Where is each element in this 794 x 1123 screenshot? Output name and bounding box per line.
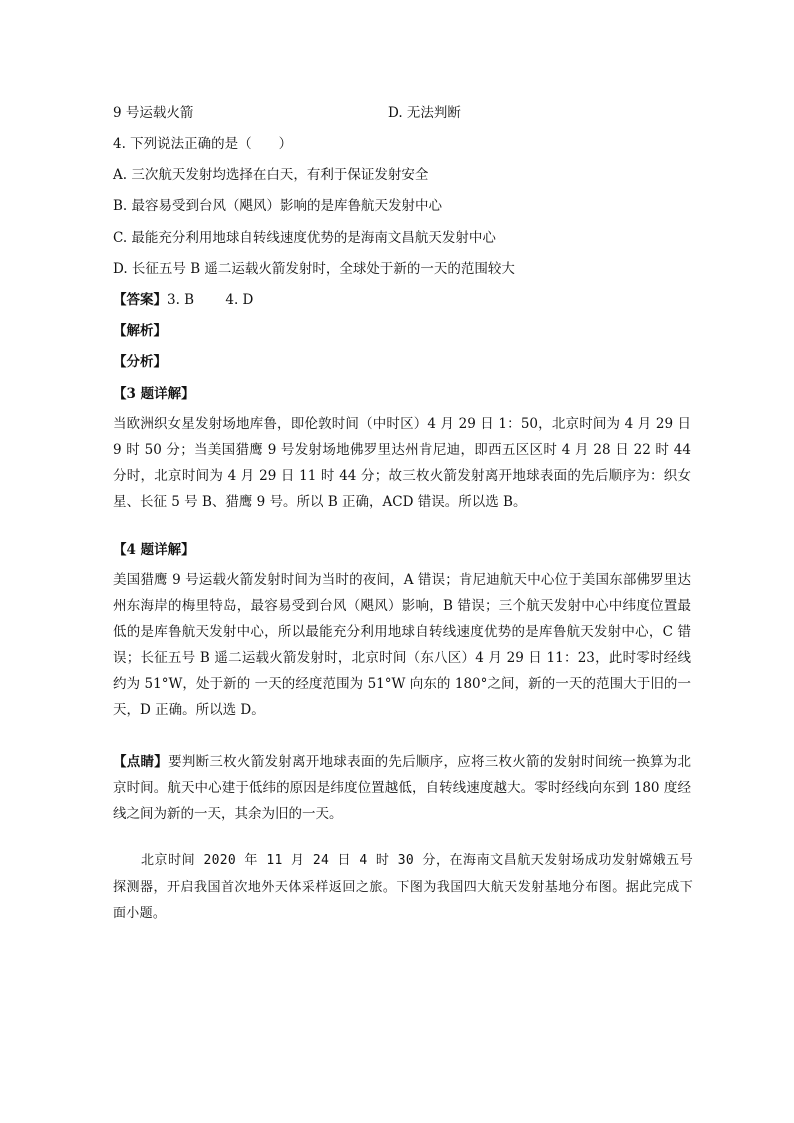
question-4-option-d: D. 长征五号 B 遥二运载火箭发射时，全球处于新的一天的范围较大 xyxy=(113,261,515,277)
q4-detail-text: 美国猎鹰 9 号运载火箭发射时间为当时的夜间，A 错误；肯尼迪航天中心位于美国东部佛罗里达州东海岸的梅里特岛，最容易受到台风（飓风）影响，B 错误；三个航天发射中心中纬度位置最低的是库鲁航天发射中心，所以最能充分利用地球自转线速度优势的是库鲁航天发射中心，C 错误；长征五号 B 遥二运载火箭发射时，北京时间（东八区）4 月 29 日 11：23，此时零时经线约为 51°W，处于新的 一天的经度范围为 51°W 向东的 180°之间，新的一天的范围大于旧的一天，D 正确。所以选 D。 xyxy=(113,572,691,718)
question-4-stem: 4. 下列说法正确的是（ ） xyxy=(113,136,293,152)
option-c-continuation: 9 号运载火箭 xyxy=(113,105,194,121)
question-4-option-c: C. 最能充分利用地球自转线速度优势的是海南文昌航天发射中心 xyxy=(113,230,496,246)
previous-options-line xyxy=(113,103,461,123)
tip-text: 要判断三枚火箭发射离开地球表面的先后顺序，应将三枚火箭的发射时间统一换算为北京时间。航天中心建于低纬的原因是纬度位置越低，自转线速度越大。零时经线向东到 180 度经线之间为新的一天，其余为旧的一天。 xyxy=(113,754,692,822)
answer-line xyxy=(113,290,253,310)
analysis-label: 【解析】 xyxy=(113,323,167,339)
tip-label: 【点睛】 xyxy=(113,754,169,770)
question-4-option-b: B. 最容易受到台风（飓风）影响的是库鲁航天发射中心 xyxy=(113,198,443,214)
q3-detail-label: 【3 题详解】 xyxy=(113,386,195,402)
option-d: D. 无法判断 xyxy=(388,105,461,121)
q4-detail-label: 【4 题详解】 xyxy=(113,542,195,558)
answer-label: 【答案】 xyxy=(113,292,167,308)
tip-paragraph xyxy=(113,749,691,827)
q3-detail-text: 当欧洲织女星发射场地库鲁，即伦敦时间（中时区）4 月 29 日 1：50，北京时间为 4 月 29 日 9 时 50 分；当美国猎鹰 9 号发射场地佛罗里达州肯尼迪，即西五区区时 4 月 28 日 22 时 44 分时，北京时间为 4 月 29 日 11 时 44 分；故三枚火箭发射离开地球表面的先后顺序为：织女星、长征 5 号 B、猎鹰 9 号。所以 B 正确，ACD 错误。所以选 B。 xyxy=(113,416,691,510)
fenxi-label: 【分析】 xyxy=(113,354,167,370)
answer-value: 3. B 4. D xyxy=(167,292,254,308)
next-question-intro: 北京时间 2020 年 11 月 24 日 4 时 30 分，在海南文昌航天发射场成功发射嫦娥五号探测器，开启我国首次地外天体采样返回之旅。下图为我国四大航天发射基地分布图。据此完成下面小题。 xyxy=(113,853,693,921)
question-4-option-a: A. 三次航天发射均选择在白天，有利于保证发射安全 xyxy=(113,167,429,183)
